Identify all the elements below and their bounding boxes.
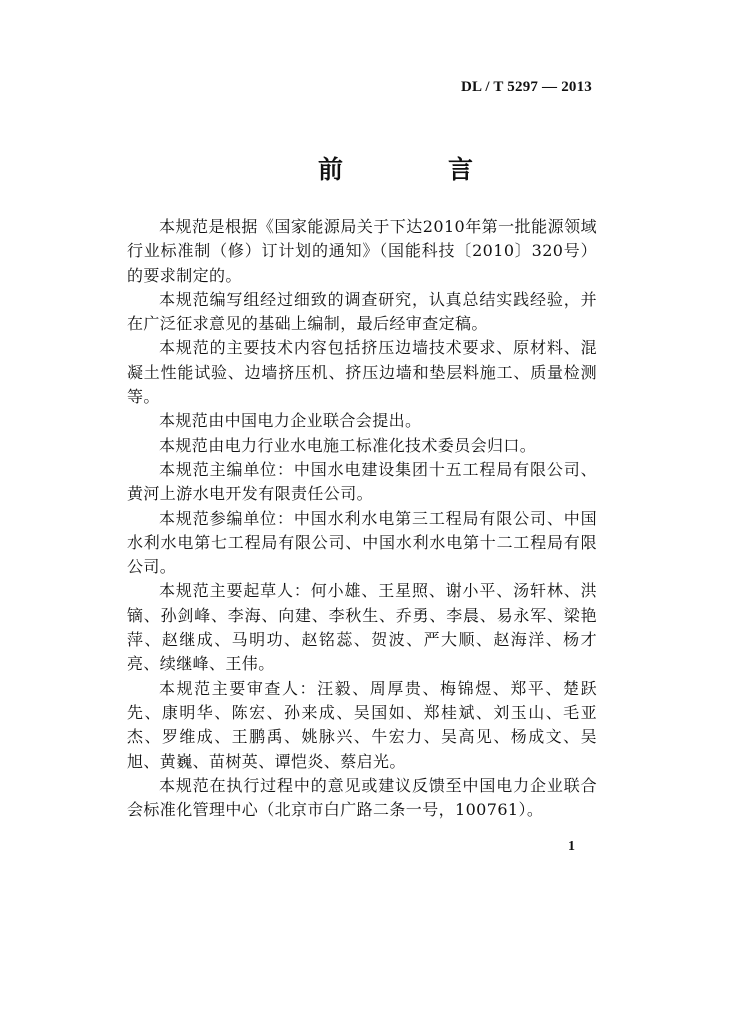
standard-code: DL / T 5297 — 2013	[461, 79, 592, 95]
paragraph-basis: 本规范是根据《国家能源局关于下达2010年第一批能源领域行业标准制（修）订计划的通知》（国能科技〔2010〕320号）的要求制定的。	[127, 217, 597, 285]
paragraph-reviewers: 本规范主要审查人：汪毅、周厚贵、梅锦煜、郑平、楚跃先、康明华、陈宏、孙来成、吴国如、郑桂斌、刘玉山、毛亚杰、罗维成、王鹏禹、姚脉兴、牛宏力、吴高见、杨成文、吴旭、黄巍、苗树英、谭恺炎、蔡启光。	[127, 678, 597, 771]
paragraph-proposer: 本规范由中国电力企业联合会提出。	[159, 411, 422, 431]
paragraph-technical-content: 本规范的主要技术内容包括挤压边墙技术要求、原材料、混凝土性能试验、边墙挤压机、挤压边墙和垫层料施工、质量检测等。	[127, 338, 597, 407]
paragraph-feedback: 本规范在执行过程中的意见或建议反馈至中国电力企业联合会标准化管理中心（北京市白广路二条一号，100761）。	[127, 775, 597, 820]
paragraph-centralized-management: 本规范由电力行业水电施工标准化技术委员会归口。	[159, 435, 537, 455]
paragraph-compilation: 本规范编写组经过细致的调查研究，认真总结实践经验，并在广泛征求意见的基础上编制，最后经审查定稿。	[127, 289, 597, 334]
paragraph-drafters: 本规范主要起草人：何小雄、王星照、谢小平、汤轩林、洪镝、孙剑峰、李海、向建、李秋生、乔勇、李晨、易永军、梁艳萍、赵继成、马明功、赵铭蕊、贺波、严大顺、赵海洋、杨才亮、续继峰、王伟。	[127, 581, 597, 674]
page-title: 前 言	[318, 155, 514, 184]
foreword-body	[127, 215, 597, 822]
page-number: 1	[568, 839, 575, 854]
paragraph-participating-units: 本规范参编单位：中国水利水电第三工程局有限公司、中国水利水电第七工程局有限公司、中国水利水电第十二工程局有限公司。	[127, 508, 597, 577]
paragraph-chief-editors: 本规范主编单位：中国水电建设集团十五工程局有限公司、黄河上游水电开发有限责任公司。	[127, 459, 597, 504]
